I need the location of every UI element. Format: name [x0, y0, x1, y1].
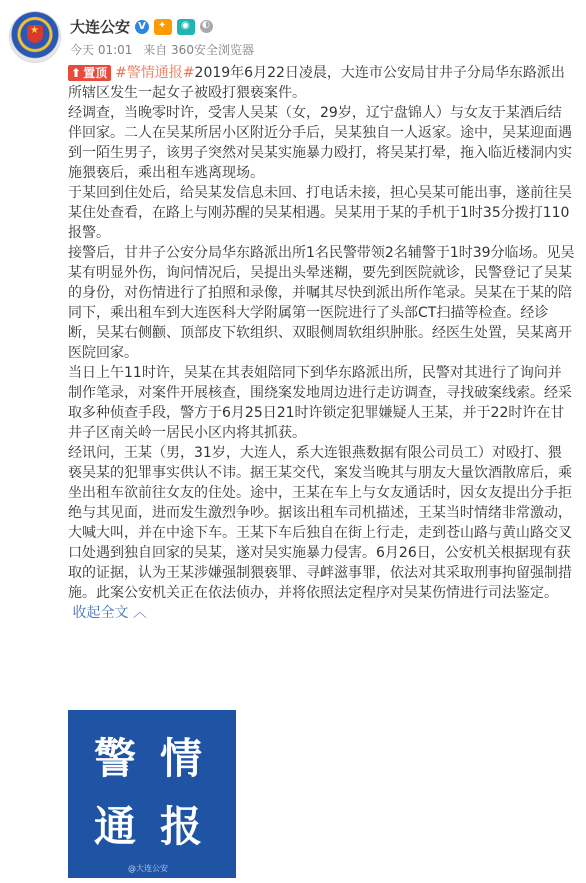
account-name[interactable]: 大连公安 — [70, 18, 131, 36]
paragraph-4: 接警后，甘井子公安分局华东路派出所1名民警带领2名辅警于1时39分临场。见吴某有明显外伤，询问情况后，吴提出头晕迷糊，要先到医院就诊，民警登记了吴某的身份，对伤情进行了拍照和录像，并嘱其尽快到派出所作笔录。吴某在于某的陪同下，乘出租车到大连医科大学附属第一医院进行了头部CT扫描等检查。经诊断，吴某右侧颧、顶部皮下软组织、双眼侧周软组织肿胀。经医生处置，吴某离开医院回家。 — [68, 245, 575, 361]
post-source: 来自 360安全浏览器 — [143, 43, 254, 57]
paragraph-6 — [68, 443, 575, 623]
star-icon: ★ — [30, 25, 39, 36]
grey-badge-icon[interactable] — [200, 20, 213, 33]
top-tag — [68, 65, 111, 81]
post-image[interactable] — [68, 710, 236, 878]
paragraph-text: 2019年6月22日凌晨，大连市公安局甘井子分局华东路派出所辖区发生一起女子被殴打猥亵案件。 — [68, 65, 565, 101]
name-row — [70, 16, 213, 37]
collapse-label: 收起全文 — [72, 605, 129, 621]
post-time[interactable]: 今天 01:01 — [70, 43, 133, 57]
avatar[interactable] — [10, 12, 60, 62]
verified-icon: V — [135, 20, 149, 34]
orange-badge-icon[interactable] — [154, 19, 172, 35]
paragraph-text: 经讯问，王某（男，31岁，大连人，系大连银燕数据有限公司员工）对殴打、猥亵吴某的犯罪事实供认不讳。据王某交代，案发当晚其与朋友大量饮酒散席后，乘坐出租车欲前往女友的住处。途中，王某在车上与女友通话时，因女友提出分手拒绝与其见面，进而发生激烈争吵。据该出租车司机描述，王某当时情绪非常激动，大喊大叫，并在中途下车。王某下车后独自在街上行走，走到苍山路与黄山路交叉口处遇到独自回家的吴某，遂对吴实施暴力侵害。6月26日，公安机关根据现有获取的证据，认为王某涉嫌强制猥亵罪、寻衅滋事罪，依法对其采取刑事拘留强制措施。此案公安机关正在依法侦办，并将依照法定程序对吴某伤情进行司法鉴定。 — [68, 445, 572, 601]
chevron-up-icon: ︿ — [132, 605, 147, 621]
pin-icon: ⬆ — [71, 66, 82, 80]
image-watermark: @大连公安 — [128, 864, 168, 873]
image-char: 报 — [160, 802, 203, 851]
collapse-link[interactable] — [68, 605, 147, 621]
paragraph-1 — [68, 63, 575, 103]
image-char: 警 — [94, 734, 137, 783]
image-char: 情 — [160, 734, 203, 783]
top-tag-label: 置顶 — [83, 66, 108, 80]
post-content — [68, 63, 575, 623]
post-meta — [70, 41, 254, 58]
paragraph-2: 经调查，当晚零时许，受害人吴某（女，29岁，辽宁盘锦人）与女友于某酒后结伴回家。二人在吴某所居小区附近分手后，吴某独自一人返家。途中，吴某迎面遇到一陌生男子，该男子突然对吴某实施暴力殴打，将吴某打晕，拖入临近楼洞内实施猥亵后，乘出租车逃离现场。 — [68, 105, 572, 181]
teal-badge-icon[interactable] — [177, 19, 195, 35]
hashtag-link[interactable]: #警情通报# — [115, 65, 195, 81]
post-header — [10, 12, 576, 62]
paragraph-5: 当日上午11时许，吴某在其表姐陪同下到华东路派出所，民警对其进行了询问并制作笔录，对案件开展核查，围绕案发地周边进行走访调查，寻找破案线索。经采取多种侦查手段，警方于6月25日21时许锁定犯罪嫌疑人王某，并于22时许在甘井子区南关岭一居民小区内将其抓获。 — [68, 365, 572, 441]
image-char: 通 — [94, 802, 137, 851]
paragraph-3: 于某回到住处后，给吴某发信息未回、打电话未接，担心吴某可能出事，遂前往吴某住处查看，在路上与刚苏醒的吴某相遇。吴某用于某的手机于1时35分拨打110报警。 — [68, 185, 572, 241]
